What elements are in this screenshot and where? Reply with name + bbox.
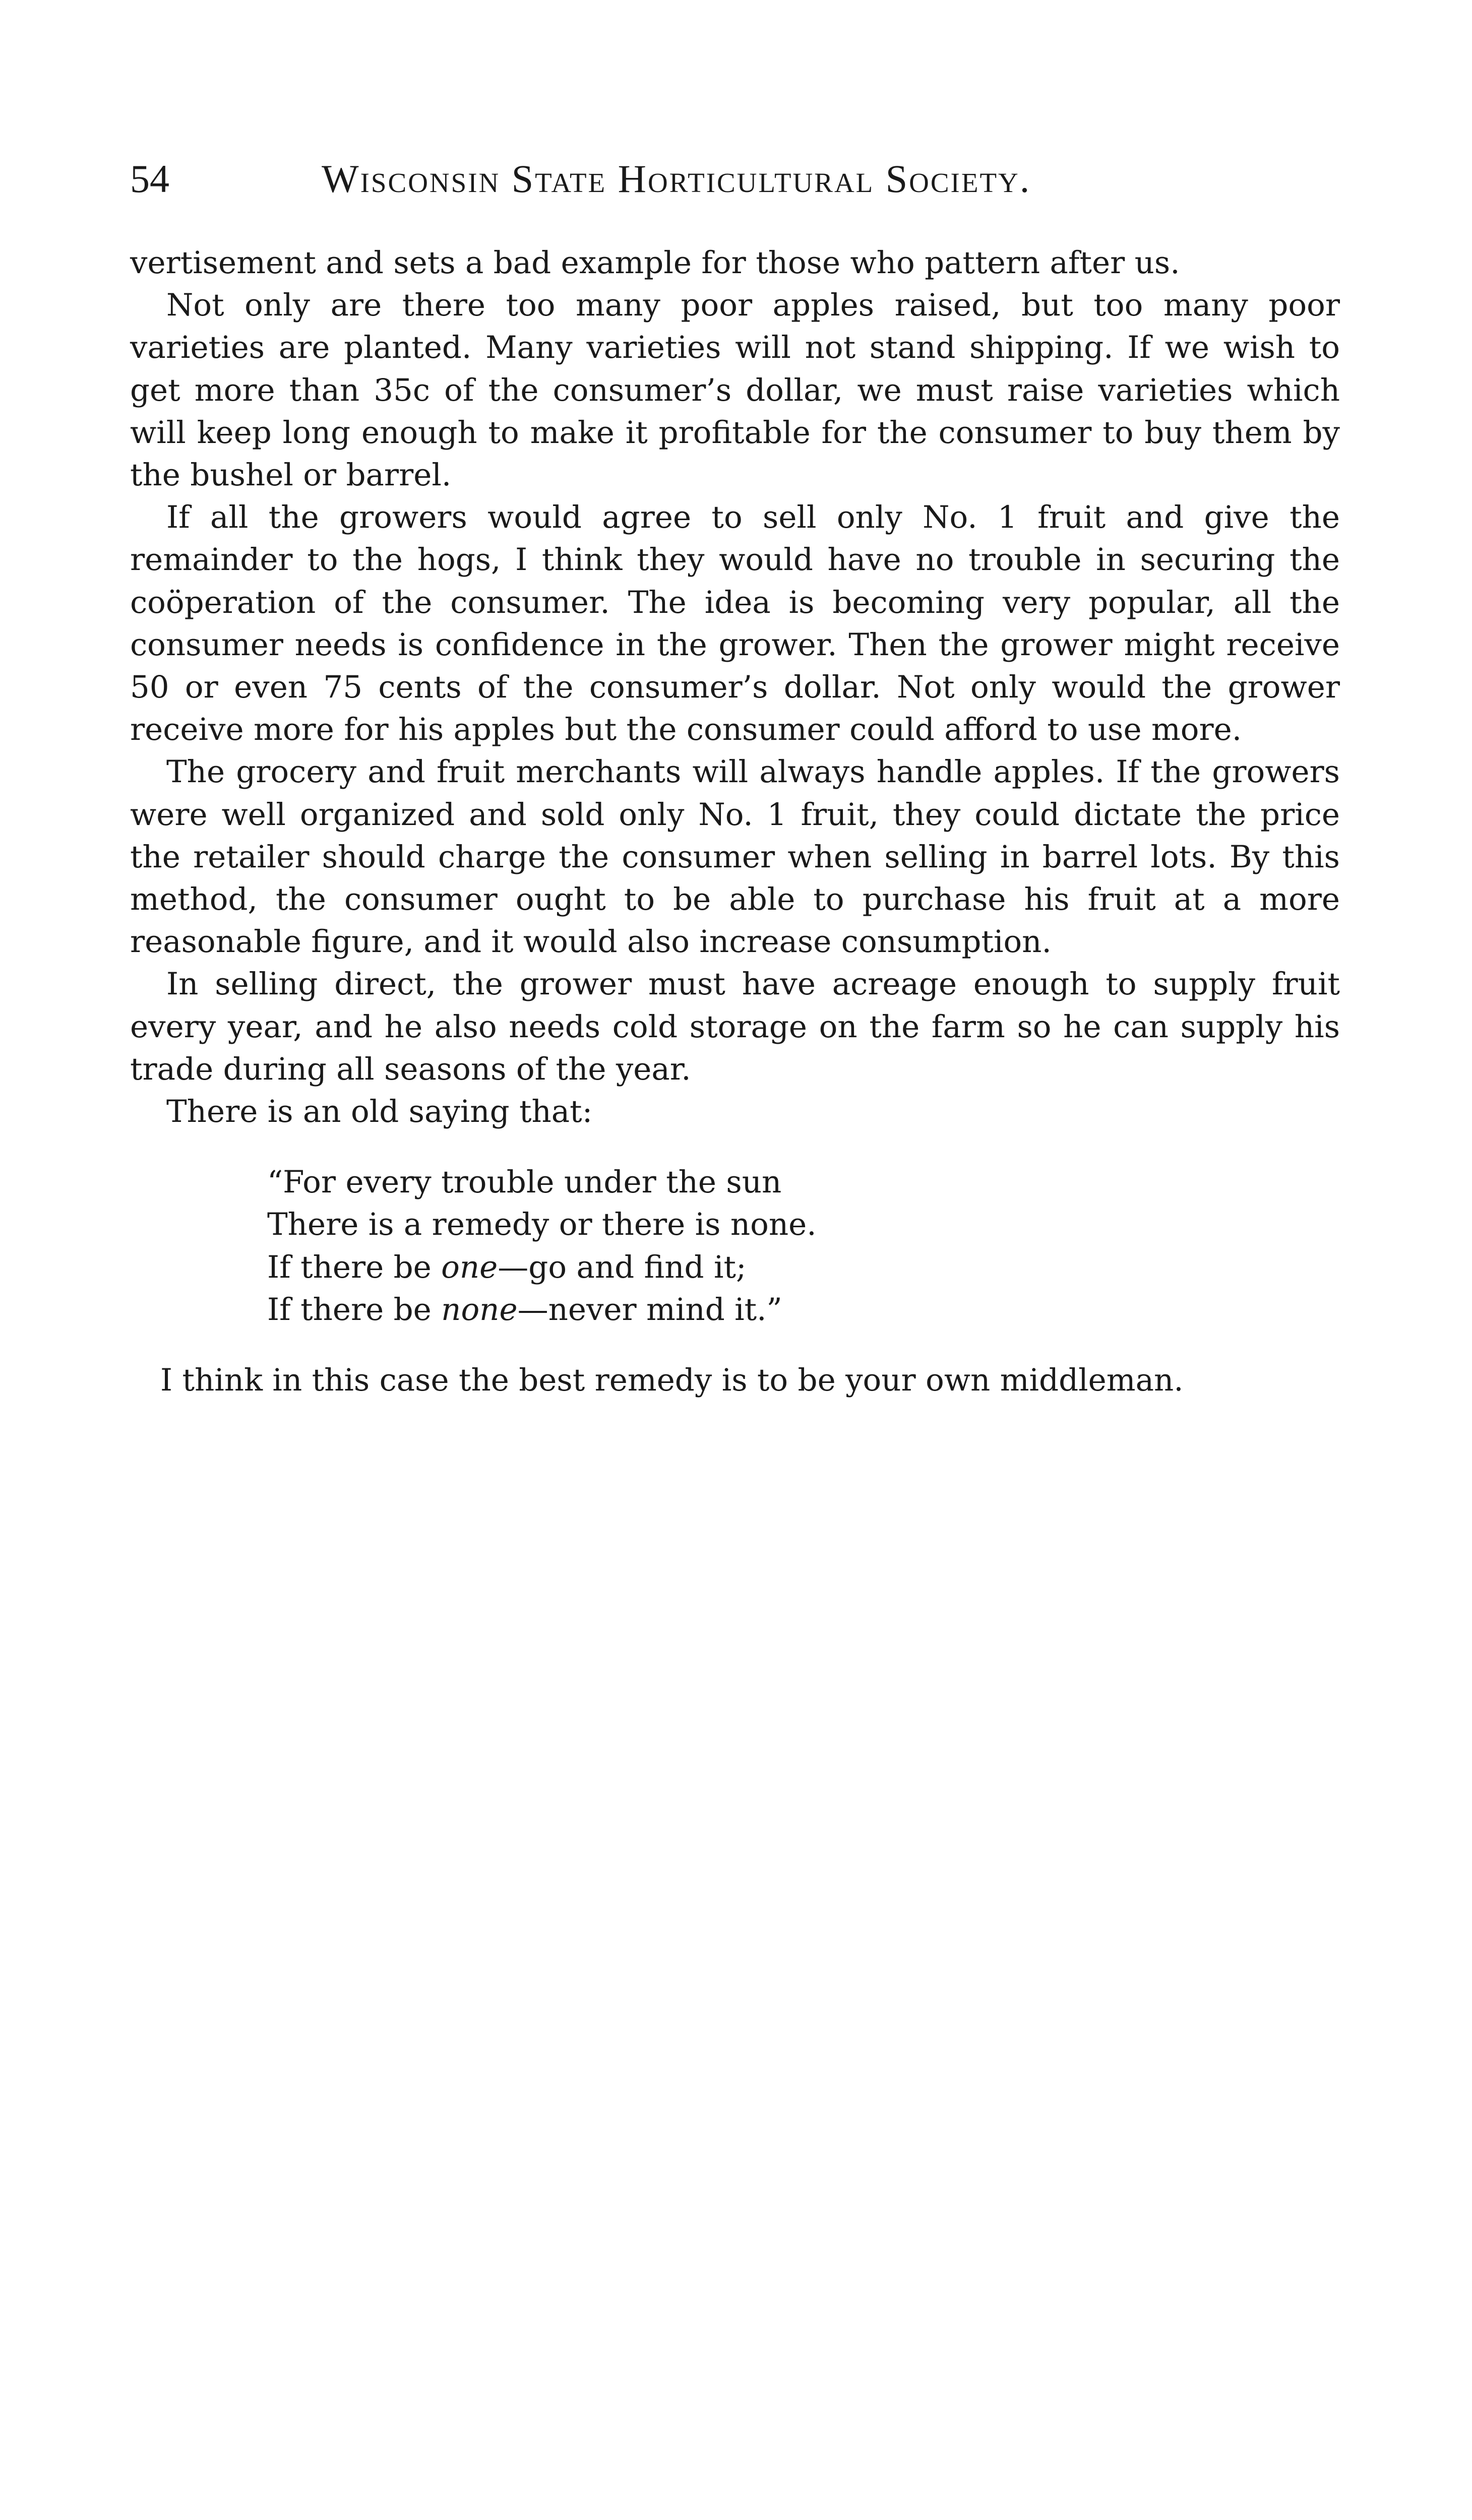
page-number: 54 [130,157,169,201]
journal-title: Wisconsin State Horticultural Society. [322,157,1031,201]
verse-line-4 [267,1289,1340,1331]
paragraph-old-saying: There is an old saying that: [166,1094,593,1130]
closing-paragraph: I think in this case the best remedy is to be your own middleman. [160,1362,1184,1399]
verse-line-4-end: —never mind it.” [517,1291,782,1328]
paragraph-cooperation: If all the growers would agree to sell only No. 1 fruit and give the remainder to the hogs, I think they would have no trouble in securing the coöperation of the consumer. The idea is becoming very popular, all the consumer needs is confidence in the grower. Then the grower might receive 50 or even 75 cents of the consumer’s dollar. Not only would the grower receive more for his apples but the consumer could afford to use more. [130,499,1340,748]
paragraph-poor-varieties: Not only are there too many poor apples raised, but too many poor varieties are planted. Many varieties will not stand shipping. If we wish to get more than 35c of the consumer’s dollar, we must raise varieties which will keep long enough to make it profitable for the consumer to buy them by the bushel or barrel. [130,287,1340,493]
running-head [130,151,1340,207]
verse-line-4-emphasis: none [441,1291,518,1328]
paragraph-continuation: vertisement and sets a bad example for those who pattern after us. [130,245,1180,281]
verse-line-3 [267,1246,1340,1289]
paragraph-selling-direct: In selling direct, the grower must have acreage enough to supply fruit every year, and he also needs cold storage on the farm so he can supply his trade during all seasons of the year. [130,966,1340,1087]
verse-line-4-start: If there be [267,1291,442,1328]
verse-line-3-start: If there be [267,1249,442,1285]
body-text [130,242,1340,1402]
verse-line-2: There is a remedy or there is none. [267,1207,817,1243]
verse-quotation [130,1161,1340,1331]
verse-line-1: “For every trouble under the sun [267,1164,782,1201]
verse-line-3-end: —go and find it; [498,1249,747,1285]
verse-line-3-emphasis: one [441,1249,498,1285]
paragraph-merchants: The grocery and fruit merchants will always handle apples. If the growers were well organized and sold only No. 1 fruit, they could dictate the price the retailer should charge the consumer when selling in barrel lots. By this method, the consumer ought to be able to purchase his fruit at a more reasonable figure, and it would also increase consumption. [130,754,1340,960]
